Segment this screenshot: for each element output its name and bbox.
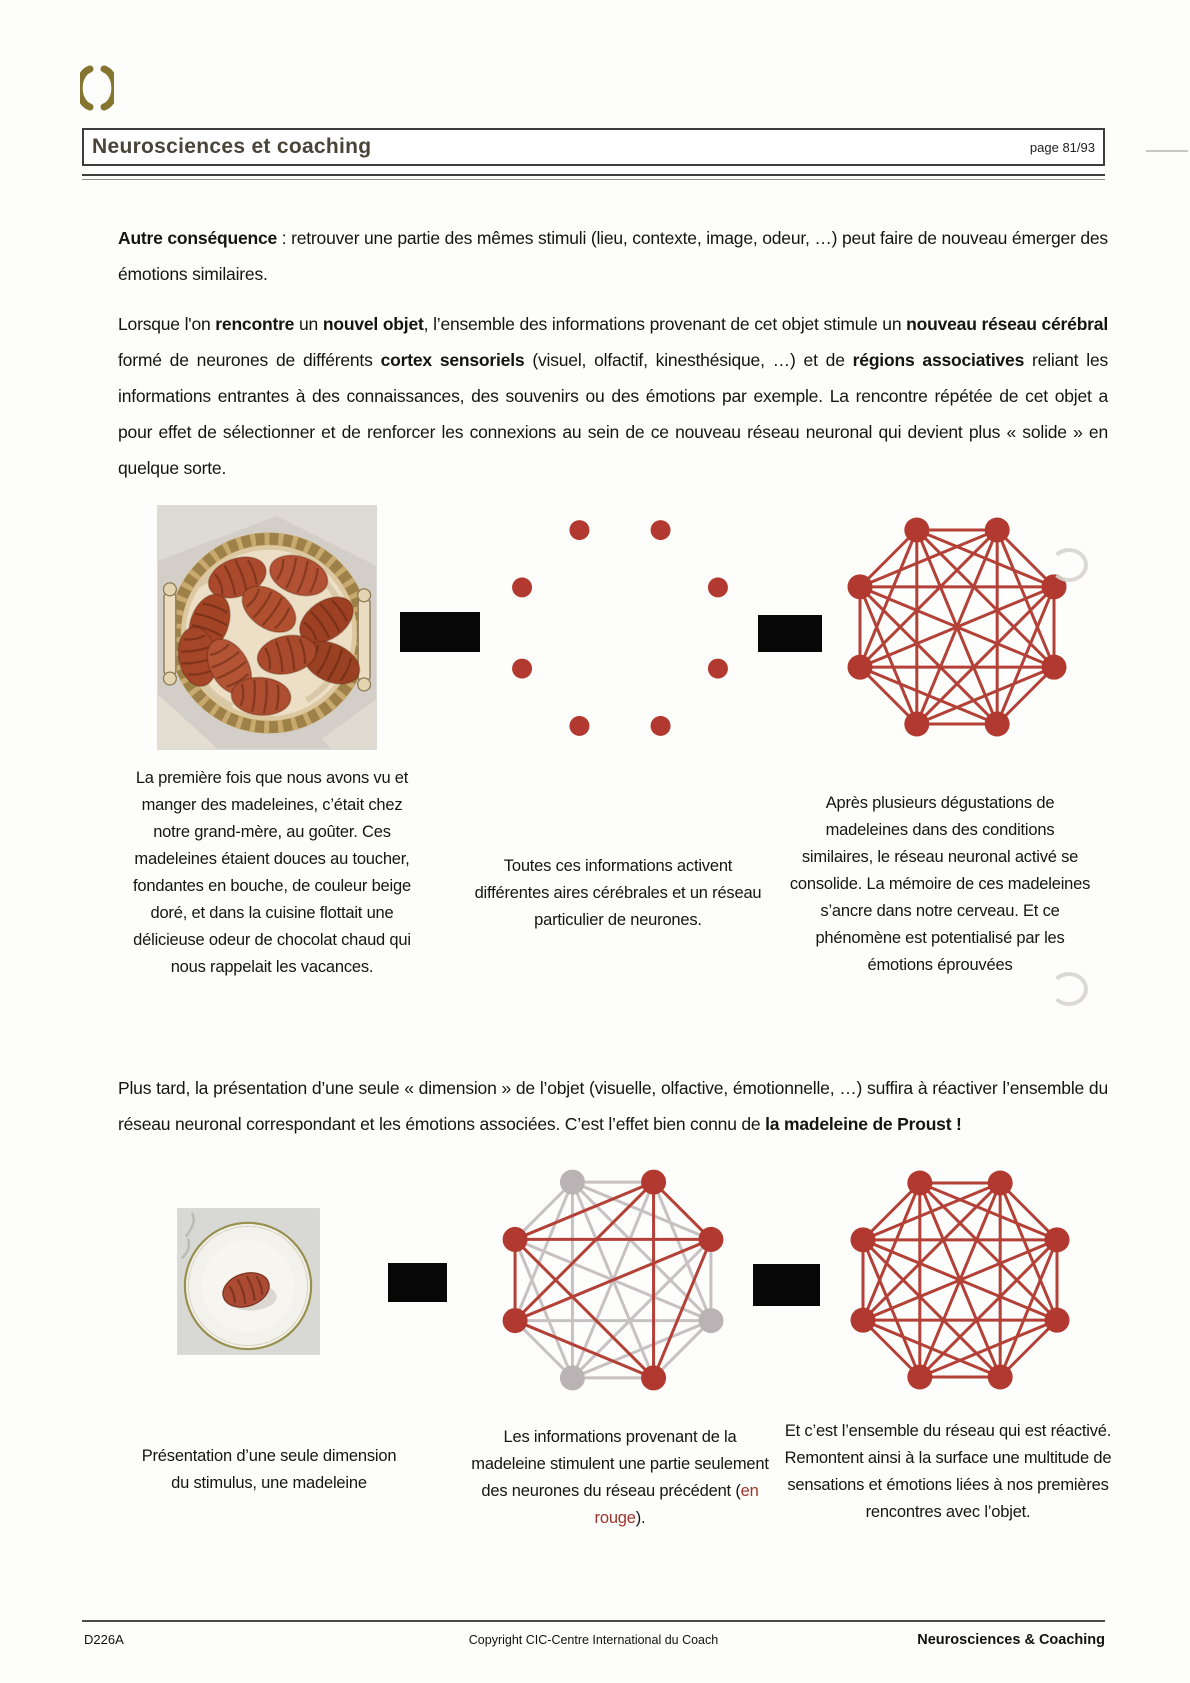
page-number: page 81/93 [1029, 139, 1095, 155]
arrow-image [388, 1263, 447, 1302]
arrow-image [400, 612, 480, 652]
footer-rule [82, 1620, 1105, 1622]
figure-caption-activation: Toutes ces informations activent différentes aires cérébrales et un réseau particulier de neurones. [474, 857, 762, 929]
figure-caption-single-dimension: Présentation d’une seule dimension du stimulus, une madeleine [141, 1447, 397, 1492]
figure-caption-first-madeleines: La première fois que nous avons vu et manger des madeleines, c’était chez notre grand-mère, au goûter. Ces madeleines étaient douces au toucher, fondantes en bouche, de couleur beige doré, et dans la cuisine flottait une délicieuse odeur de chocolat chaud qui nous rappelait les vacances. [133, 769, 411, 976]
paragraph-nouvel-objet: Lorsque l'on rencontre un nouvel objet, l’ensemble des informations provenant de cet objet stimule un nouveau réseau cérébral formé de neurones de différents cortex sensoriels (visuel, olfactif, kinesthésique, …) et de régions associatives reliant les informations entrantes à des connaissances, des souvenirs ou des émotions par exemple. La rencontre répétée de cet objet a pour effet de sélectionner et de renforcer les connexions au sein de ce nouveau réseau neuronal qui devient plus « solide » en quelque sorte. [118, 313, 1109, 478]
header-bar [82, 128, 1105, 166]
stimuli-dots-figure [500, 508, 740, 748]
figure-caption-consolidation: Après plusieurs dégustations de madeleines dans des conditions similaires, le réseau neuronal activé se consolide. La mémoire de ces madeleines s’ancre dans notre cerveau. Et ce phénomène est potentialisé par les émotions éprouvées [789, 794, 1091, 974]
madeleine-plate-photo [177, 1208, 320, 1355]
page-title: Neurosciences et coaching [92, 135, 372, 158]
scan-artifact [1050, 972, 1088, 1006]
partial-neural-network-figure [493, 1160, 733, 1400]
footer-doc-title: Neurosciences & Coaching [917, 1632, 1105, 1648]
paragraph-proust: Plus tard, la présentation d’une seule « dimension » de l’objet (visuelle, olfactive, émotionnelle, …) suffira à réactiver l’ensemble du réseau neuronal correspondant et les émotions associées. C’est l’effet bien connu de la madeleine de Proust ! [118, 1077, 1108, 1134]
reactivated-network-figure [840, 1160, 1080, 1400]
paragraph-consequence: Autre conséquence : retrouver une partie des mêmes stimuli (lieu, contexte, image, odeur, …) peut faire de nouveau émerger des émotions similaires. [118, 227, 1108, 284]
scan-line-artifact [1146, 150, 1188, 152]
arrow-image [753, 1264, 820, 1306]
madeleine-basket-photo [157, 505, 377, 750]
footer [82, 1632, 1105, 1652]
arrow-image [758, 615, 822, 652]
neural-network-figure [837, 507, 1077, 747]
cic-logo-icon [80, 64, 114, 112]
scan-artifact [1050, 548, 1088, 582]
footer-copyright: Copyright CIC-Centre International du Coach [468, 1633, 719, 1647]
footer-doc-code: D226A [84, 1632, 124, 1647]
figure-caption-full-reactivation: Et c’est l’ensemble du réseau qui est réactivé. Remontent ainsi à la surface une multitude de sensations et émotions liées à nos premières rencontres avec l’objet. [784, 1422, 1112, 1521]
header-rule [82, 174, 1105, 180]
figure-caption-partial-stimulation: Les informations provenant de la madeleine stimulent une partie seulement des neurones du réseau précédent (en rouge). [471, 1428, 769, 1527]
